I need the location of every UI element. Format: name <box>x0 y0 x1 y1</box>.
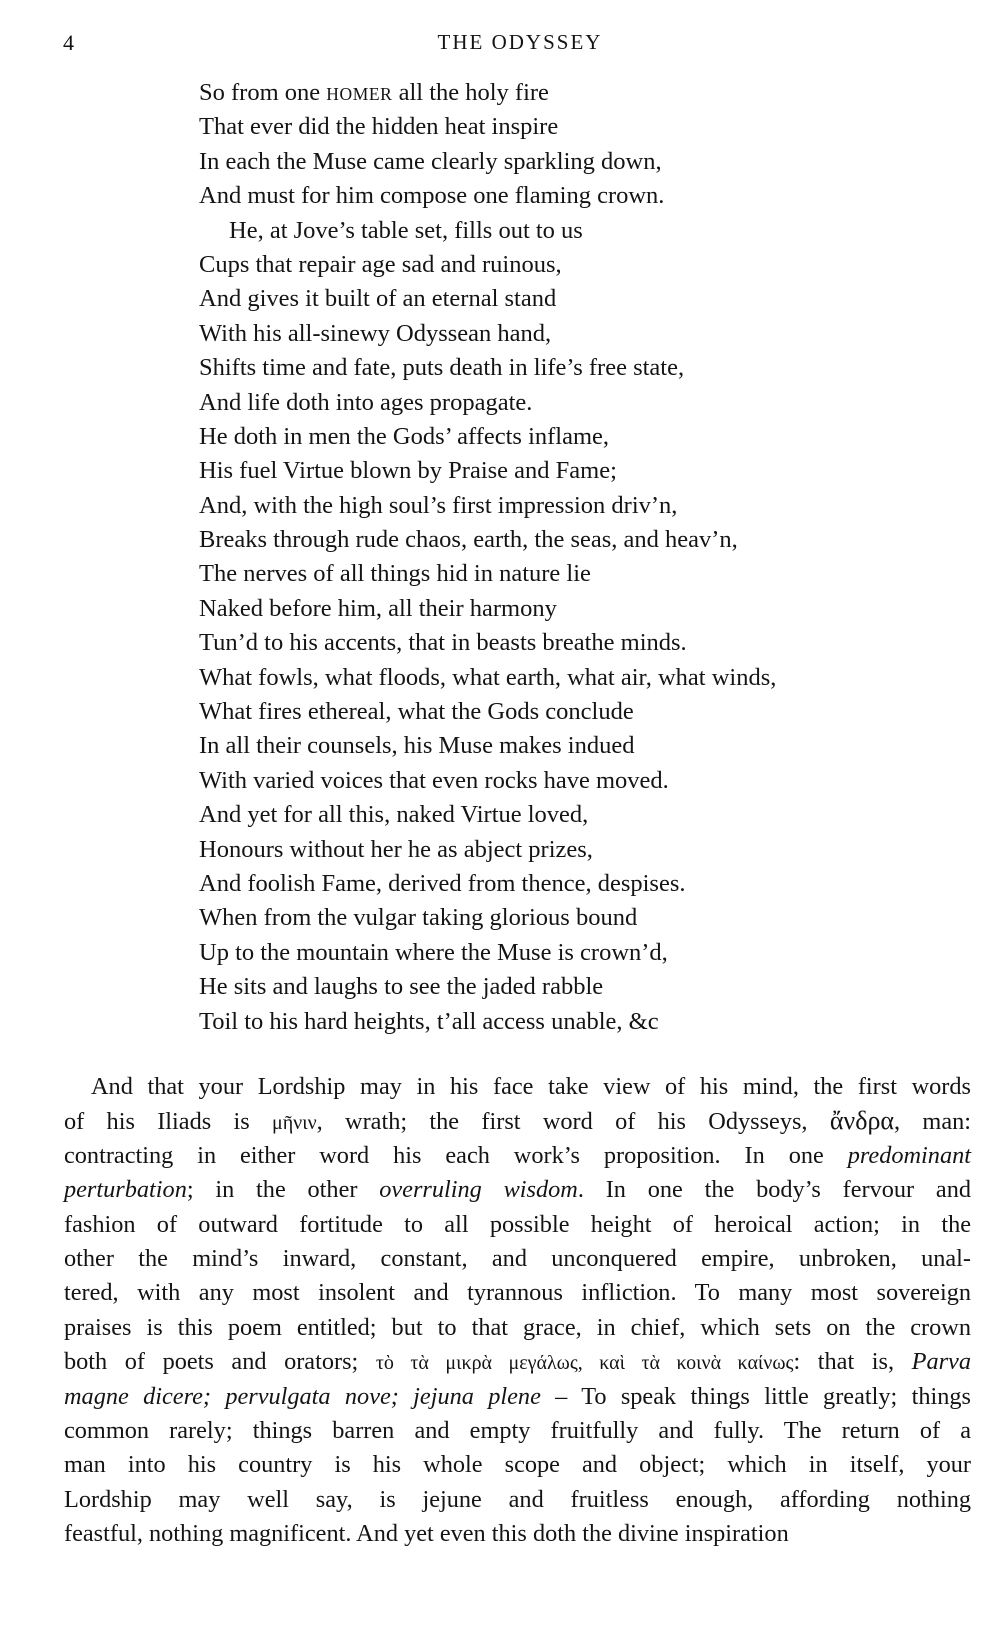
prose-line: And that your Lordship may in his face take view of his mind, the first words <box>91 1073 971 1100</box>
verse-line: In each the Muse came clearly sparkling down, <box>199 147 662 175</box>
running-title: THE ODYSSEY <box>437 30 603 54</box>
verse-line: Breaks through rude chaos, earth, the seas, and heav’n, <box>199 526 738 554</box>
verse-line: So from one HOMER all the holy fire <box>199 79 549 106</box>
page-header <box>0 30 1000 60</box>
greek-phrase: τὸ τὰ μικρὰ μεγάλως, καὶ τὰ κοινὰ καίνως <box>375 1352 794 1375</box>
verse-line: When from the vulgar taking glorious bound <box>199 904 638 932</box>
prose-line: other the mind’s inward, constant, and unconquered empire, unbroken, unal- <box>64 1244 971 1272</box>
prose-line: both of poets and orators; τὸ τὰ μικρὰ μεγάλως, καὶ τὰ κοινὰ καίνως: that is, Parva <box>64 1348 971 1376</box>
verse-line: In all their counsels, his Muse makes indued <box>199 732 635 760</box>
verse-line: He doth in men the Gods’ affects inflame, <box>199 422 610 450</box>
verse-line: What fires ethereal, what the Gods conclude <box>199 698 634 726</box>
verse-line: And gives it built of an eternal stand <box>199 285 557 313</box>
verse-line: Up to the mountain where the Muse is crown’d, <box>199 938 668 966</box>
prose-paragraph <box>64 1070 971 1551</box>
verse-line: Cups that repair age sad and ruinous, <box>199 250 562 278</box>
poem-block <box>199 76 959 1039</box>
verse-line: His fuel Virtue blown by Praise and Fame; <box>199 457 617 485</box>
verse-line: He, at Jove’s table set, fills out to us <box>229 216 583 244</box>
page-number: 4 <box>63 30 74 55</box>
prose-line: Lordship may well say, is jejune and fruitless enough, affording nothing <box>64 1485 971 1513</box>
greek-word-menin: μῆνιν <box>272 1112 317 1135</box>
verse-line: He sits and laughs to see the jaded rabble <box>199 973 604 1001</box>
prose-line: magne dicere; pervulgata nove; jejuna plene – To speak things little greatly; things <box>64 1382 971 1410</box>
prose-line: perturbation; in the other overruling wisdom. In one the body’s fervour and <box>64 1176 972 1204</box>
prose-line: praises is this poem entitled; but to that grace, in chief, which sets on the crown <box>64 1313 971 1341</box>
verse-line: And must for him compose one flaming crown. <box>199 182 665 210</box>
verse-line: That ever did the hidden heat inspire <box>199 113 559 141</box>
verse-line: With varied voices that even rocks have moved. <box>199 766 669 794</box>
verse-line: Tun’d to his accents, that in beasts breathe minds. <box>199 629 687 657</box>
verse-line: Honours without her he as abject prizes, <box>199 835 593 863</box>
prose-line: fashion of outward fortitude to all possible height of heroical action; in the <box>64 1210 971 1238</box>
verse-line: Shifts time and fate, puts death in life’s free state, <box>199 354 685 382</box>
verse-line: And life doth into ages propagate. <box>199 388 533 416</box>
prose-line: feastful, nothing magnificent. And yet even this doth the divine inspiration <box>64 1520 789 1548</box>
prose-line: contracting in either word his each work’s proposition. In one predominant <box>64 1141 971 1169</box>
verse-line: And foolish Fame, derived from thence, despises. <box>199 869 686 897</box>
small-caps-name: HOMER <box>326 84 393 104</box>
prose-line: common rarely; things barren and empty fruitfully and fully. The return of a <box>64 1416 971 1444</box>
verse-line: What fowls, what floods, what earth, what air, what winds, <box>199 663 777 691</box>
prose-line: tered, with any most insolent and tyrannous infliction. To many most sovereign <box>64 1279 971 1307</box>
verse-line: And yet for all this, naked Virtue loved, <box>199 801 589 829</box>
prose-line: of his Iliads is μῆνιν, wrath; the first word of his Odysseys, ἄνδρα, man: <box>64 1106 972 1136</box>
verse-line: And, with the high soul’s first impression driv’n, <box>199 491 678 519</box>
verse-line: The nerves of all things hid in nature lie <box>199 560 591 588</box>
prose-line: man into his country is his whole scope and object; which in itself, your <box>64 1451 971 1479</box>
verse-line: Naked before him, all their harmony <box>199 594 557 622</box>
verse-line: With his all-sinewy Odyssean hand, <box>199 319 552 347</box>
greek-word-andra: ἄνδρα <box>829 1106 895 1136</box>
verse-line: Toil to his hard heights, t’all access unable, &c <box>199 1007 659 1035</box>
